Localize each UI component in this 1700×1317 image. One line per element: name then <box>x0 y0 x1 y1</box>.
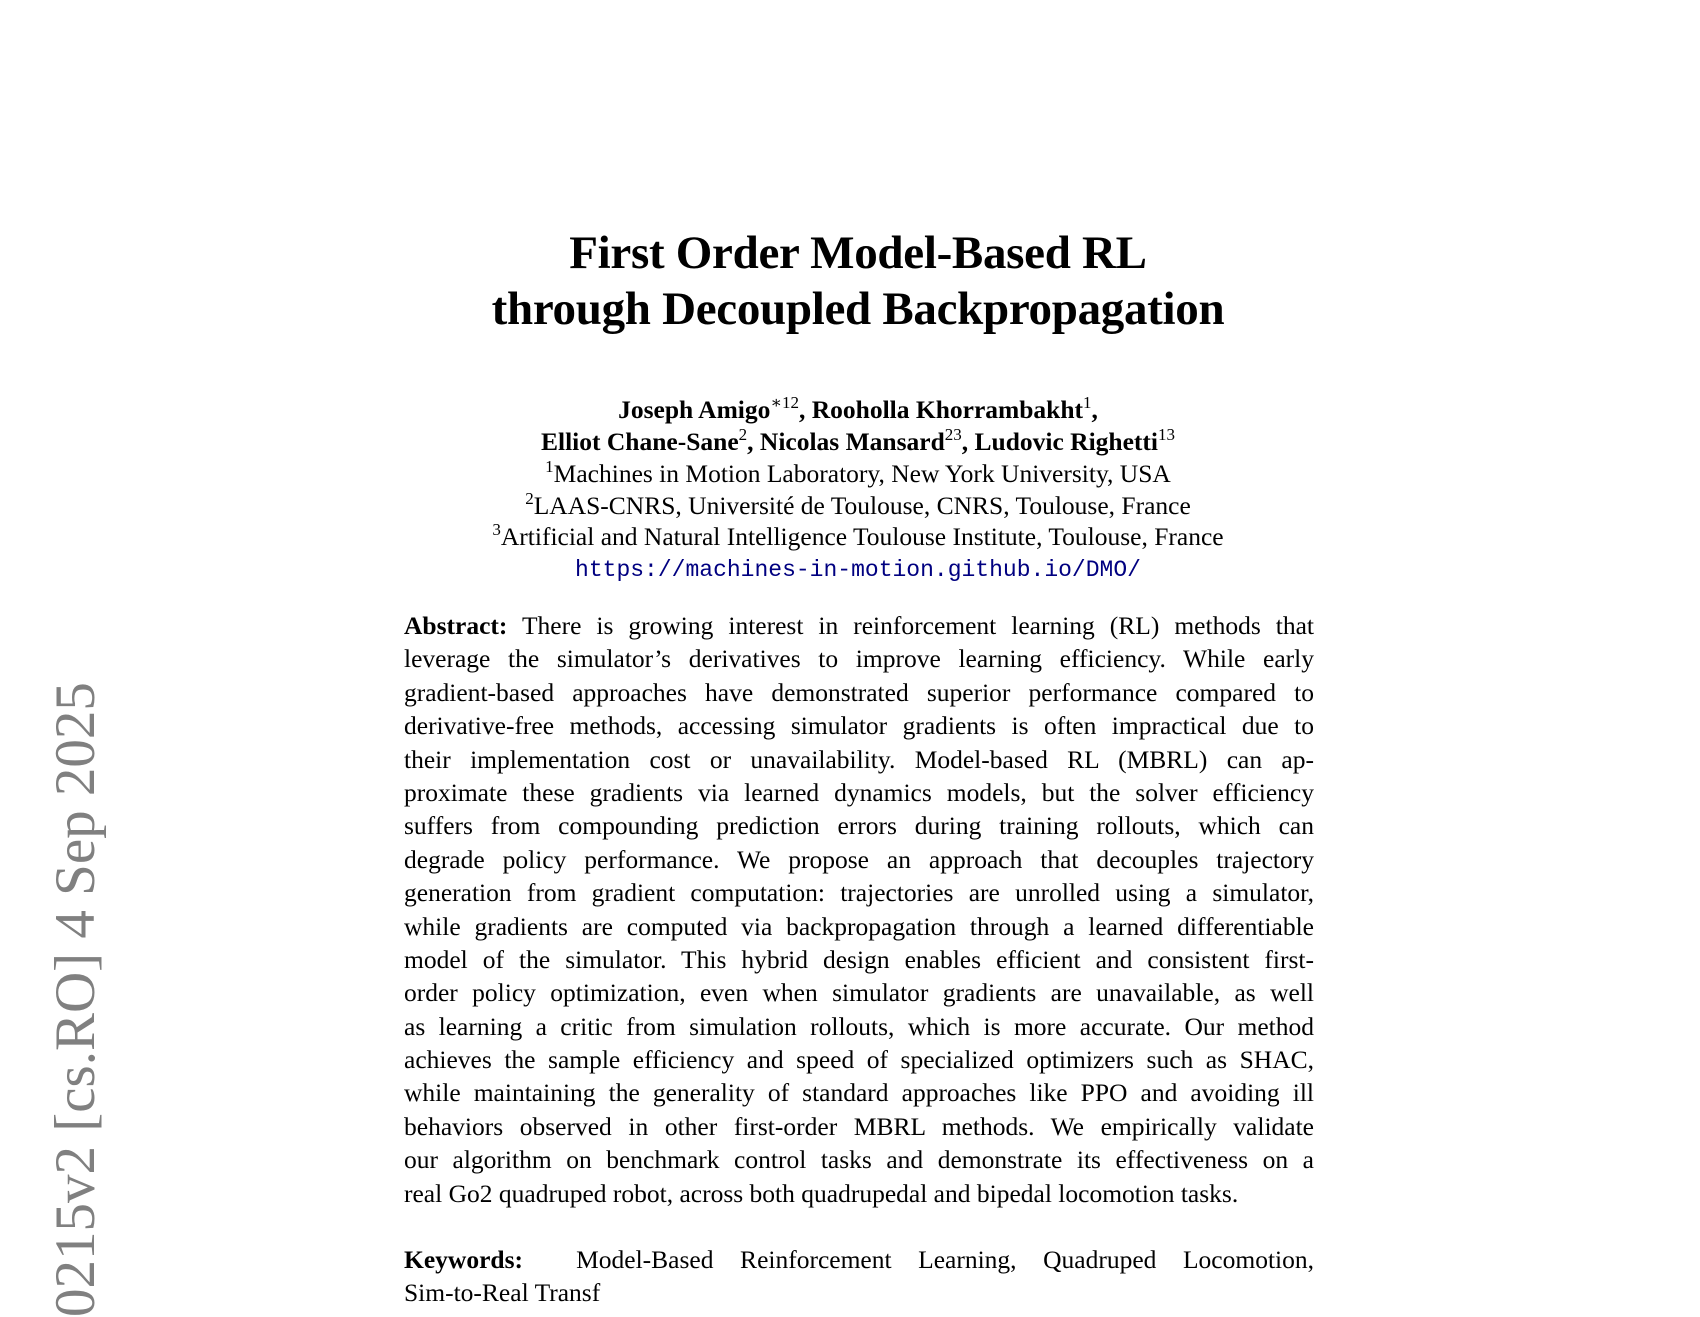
affiliation-item <box>0 458 1700 490</box>
abstract-line: suffers from compounding prediction errors during training rollouts, which can <box>404 811 1314 841</box>
project-url-link[interactable]: https://machines-in-motion.github.io/DMO/ <box>575 557 1141 583</box>
arxiv-stamp-text: 0215v2 [cs.RO] 4 Sep 2025 <box>44 682 107 1317</box>
affiliation-list <box>0 458 1700 553</box>
author-affiliation-marker: 13 <box>1158 424 1175 444</box>
author-separator: , <box>747 426 760 456</box>
author-separator: , <box>798 395 812 424</box>
author-line-2 <box>0 426 1700 458</box>
abstract-line: our algorithm on benchmark control tasks and demonstrate its effectiveness on a <box>404 1145 1314 1175</box>
author-affiliation-marker: 2 <box>738 424 748 444</box>
author-affiliation-marker: ∗12 <box>770 393 799 412</box>
abstract-line-text: There is growing interest in reinforcement learning (RL) methods that <box>521 611 1314 640</box>
abstract-line: model of the simulator. This hybrid design enables efficient and consistent first- <box>404 944 1314 974</box>
author-list <box>0 394 1700 457</box>
keywords-label: Keywords: <box>404 1245 523 1274</box>
affiliation-text: LAAS-CNRS, Université de Toulouse, CNRS, Toulouse, France <box>533 490 1191 520</box>
author-line-1 <box>0 394 1700 426</box>
title-line-1: First Order Model-Based RL <box>569 227 1147 279</box>
author-name: Ludovic Righetti <box>974 426 1158 456</box>
abstract-line: proximate these gradients via learned dynamics models, but the solver efficiency <box>404 777 1314 807</box>
abstract-line: leverage the simulator’s derivatives to improve learning efficiency. While early <box>404 644 1314 674</box>
author-separator: , <box>961 426 975 456</box>
abstract-line: as learning a critic from simulation rollouts, which is more accurate. Our method <box>404 1011 1314 1041</box>
abstract-line: while gradients are computed via backpropagation through a learned differentiable <box>404 911 1314 941</box>
author-separator: , <box>1091 395 1098 424</box>
author-name: Nicolas Mansard <box>759 426 945 456</box>
author-name: Elliot Chane-Sane <box>541 426 739 456</box>
affiliation-marker: 1 <box>545 457 554 476</box>
abstract-line: while maintaining the generality of standard approaches like PPO and avoiding ill <box>404 1078 1314 1108</box>
abstract-line: gradient-based approaches have demonstrated superior performance compared to <box>404 677 1314 707</box>
author-name: Rooholla Khorrambakht <box>811 395 1084 424</box>
arxiv-stamp <box>44 640 107 1317</box>
author-affiliation-marker: 1 <box>1083 393 1092 412</box>
affiliation-text: Machines in Motion Laboratory, New York University, USA <box>553 459 1171 488</box>
paper-title <box>0 225 1700 337</box>
affiliation-item <box>0 521 1700 553</box>
abstract-line: generation from gradient computation: trajectories are unrolled using a simulator, <box>404 878 1314 908</box>
abstract <box>404 609 1314 1210</box>
affiliation-marker: 2 <box>525 488 534 508</box>
abstract-line: their implementation cost or unavailability. Model-based RL (MBRL) can ap- <box>404 744 1314 774</box>
abstract-label: Abstract: <box>404 611 508 640</box>
affiliation-text: Artificial and Natural Intelligence Toulouse Institute, Toulouse, France <box>500 522 1224 551</box>
keywords-line: Sim-to-Real Transf <box>404 1278 601 1308</box>
abstract-line: behaviors observed in other first-order MBRL methods. We empirically validate <box>404 1111 1314 1141</box>
abstract-line: derivative-free methods, accessing simulator gradients is often impractical due to <box>404 711 1314 741</box>
keywords-text: Model-Based Reinforcement Learning, Quadruped Locomotion, <box>576 1245 1314 1274</box>
abstract-line <box>404 609 1314 642</box>
abstract-line: real Go2 quadruped robot, across both quadrupedal and bipedal locomotion tasks. <box>404 1178 1239 1208</box>
author-name: Joseph Amigo <box>618 395 771 424</box>
affiliation-marker: 3 <box>492 520 501 539</box>
keywords-line <box>404 1243 1314 1276</box>
abstract-line: achieves the sample efficiency and speed of specialized optimizers such as SHAC, <box>404 1045 1314 1075</box>
title-line-2: through Decoupled Backpropagation <box>491 283 1225 335</box>
abstract-line: order policy optimization, even when simulator gradients are unavailable, as well <box>404 978 1314 1008</box>
keywords <box>404 1243 1314 1310</box>
abstract-line: degrade policy performance. We propose an approach that decouples trajectory <box>404 844 1314 874</box>
affiliation-item <box>0 490 1700 522</box>
author-affiliation-marker: 23 <box>944 424 962 444</box>
